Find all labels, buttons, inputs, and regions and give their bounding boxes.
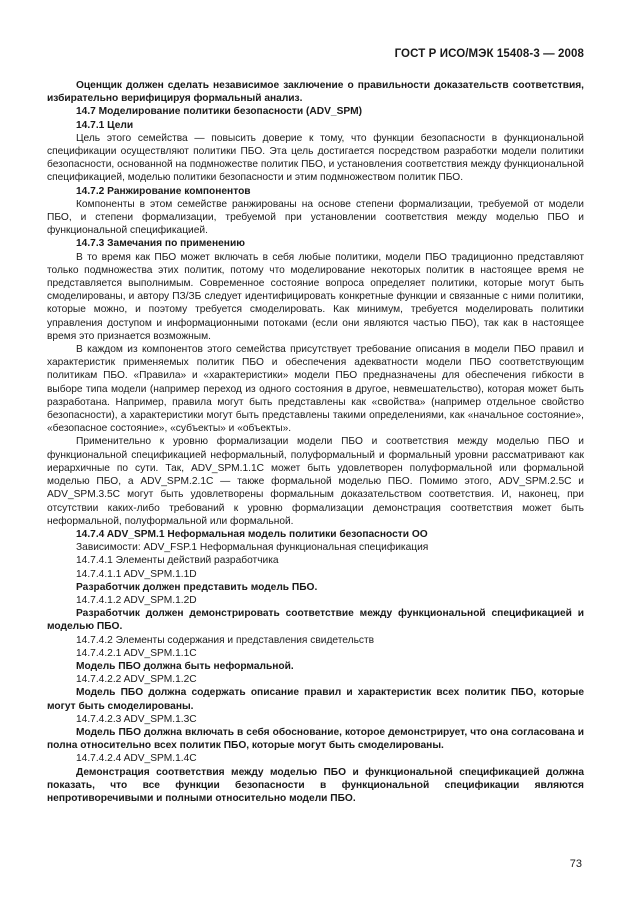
bold-paragraph: Демонстрация соответствия между моделью ПБО и функциональной спецификацией должна показать, что все функции безопасности в функциональной спецификации являются непротиворечивыми и полными относительно модели ПБО. bbox=[47, 766, 584, 804]
paragraph: В каждом из компонентов этого семейства присутствует требование описания в модели ПБО правил и характеристик применяемых политик ПБО и обеспечения адекватности модели ПБО соответствующим политикам ПБО. «Правила» и «характеристики» модели ПБО предназначены для обеспечения гибкости в выборе типа модели (например переход из одного состояния в другое, невмешательство), которая может быть разработана. Например, правила могут быть представлены как «свойства» (например отдельное свойство безопасности), а характеристики могут быть представлены такими определениями, как «начальное состояние», «безопасное состояние», «субъекты» и «объекты». bbox=[47, 344, 584, 435]
paragraph: Компоненты в этом семействе ранжированы на основе степени формализации, требуемой от модели ПБО, и степени формализации, требуемой при установлении соответствия между моделью ПБО и функциональной спецификацией. bbox=[47, 198, 584, 237]
paragraph: Зависимости: ADV_FSP.1 Неформальная функциональная спецификация bbox=[76, 542, 429, 554]
bold-paragraph: 14.7.1 Цели bbox=[76, 119, 134, 131]
paragraph: 14.7.4.1.2 ADV_SPM.1.2D bbox=[76, 594, 197, 606]
paragraph: 14.7.4.1 Элементы действий разработчика bbox=[76, 555, 279, 567]
bold-paragraph: Оценщик должен сделать независимое заключение о правильности доказательств соответствия, избирательно верифицируя формальный анализ. bbox=[47, 80, 584, 105]
paragraph: 14.7.4.1.1 ADV_SPM.1.1D bbox=[76, 568, 197, 580]
document-body bbox=[47, 79, 584, 805]
page-number: 73 bbox=[569, 858, 582, 870]
page-header: ГОСТ Р ИСО/МЭК 15408-3 — 2008 bbox=[394, 48, 584, 60]
paragraph: 14.7.4.2.1 ADV_SPM.1.1C bbox=[76, 647, 197, 659]
bold-paragraph: Разработчик должен представить модель ПБО. bbox=[76, 581, 318, 593]
bold-paragraph: 14.7 Моделирование политики безопасности (ADV_SPM) bbox=[76, 106, 363, 118]
bold-paragraph: Модель ПБО должна включать в себя обоснование, которое демонстрирует, что она согласована и полна относительно всех политик ПБО, которые могут быть смоделированы. bbox=[47, 726, 584, 752]
bold-paragraph: 14.7.3 Замечания по применению bbox=[76, 238, 245, 250]
paragraph: 14.7.4.2.4 ADV_SPM.1.4C bbox=[76, 753, 197, 765]
paragraph: В то время как ПБО может включать в себя любые политики, модели ПБО традиционно представляют только подмножества этих политик, потому что моделирование некоторых политик в настоящее время не представляется выполнимым. Современное состояние вопроса определяет политики, которые могут быть смоделированы, и автору ПЗ/ЗБ следует идентифицировать конкретные функции и связанные с ними политики, которые можно, и поэтому требуется смоделировать. Как минимум, требуется моделировать политики управления доступом и информационными потоками (если они являются частью ПБО), так как в настоящее время это признается возможным. bbox=[47, 251, 584, 342]
paragraph: 14.7.4.2 Элементы содержания и представления свидетельств bbox=[76, 634, 375, 646]
bold-paragraph: 14.7.4 ADV_SPM.1 Неформальная модель политики безопасности ОО bbox=[76, 528, 428, 540]
paragraph: 14.7.4.2.3 ADV_SPM.1.3C bbox=[76, 713, 197, 725]
bold-paragraph: Разработчик должен демонстрировать соответствие между функциональной спецификацией и моделью ПБО. bbox=[47, 608, 584, 633]
paragraph: Цель этого семейства — повысить доверие к тому, что функции безопасности в функциональной спецификации осуществляют политики ПБО. Эта цель достигается посредством разработки модели политики безопасности, основанной на подмножестве политик ПБО, и установления соответствия между функциональной спецификацией, моделью политики безопасности и этим подмножеством политик ПБО. bbox=[47, 132, 584, 184]
bold-paragraph: 14.7.2 Ранжирование компонентов bbox=[76, 185, 251, 197]
paragraph: 14.7.4.2.2 ADV_SPM.1.2C bbox=[76, 674, 197, 686]
bold-paragraph: Модель ПБО должна быть неформальной. bbox=[76, 660, 294, 672]
paragraph: Применительно к уровню формализации модели ПБО и соответствия между моделью ПБО и функциональной спецификацией неформальный, полуформальный и формальный уровни рассматривают как иерархичные по сути. Так, ADV_SPM.1.1C может быть удовлетворен полуформальной или формальной моделью ПБО, а ADV_SPM.2.1C — также формальной моделью ПБО. Помимо этого, ADV_SPM.2.5C и ADV_SPM.3.5C могут быть удовлетворены формальным доказательством соответствия. И, наконец, при отсутствии каких-либо требований к уровню формализации демонстрация соответствия может быть неформальной, полуформальной или формальной. bbox=[47, 436, 584, 527]
bold-paragraph: Модель ПБО должна содержать описание правил и характеристик всех политик ПБО, которые могут быть смоделированы. bbox=[47, 687, 584, 712]
